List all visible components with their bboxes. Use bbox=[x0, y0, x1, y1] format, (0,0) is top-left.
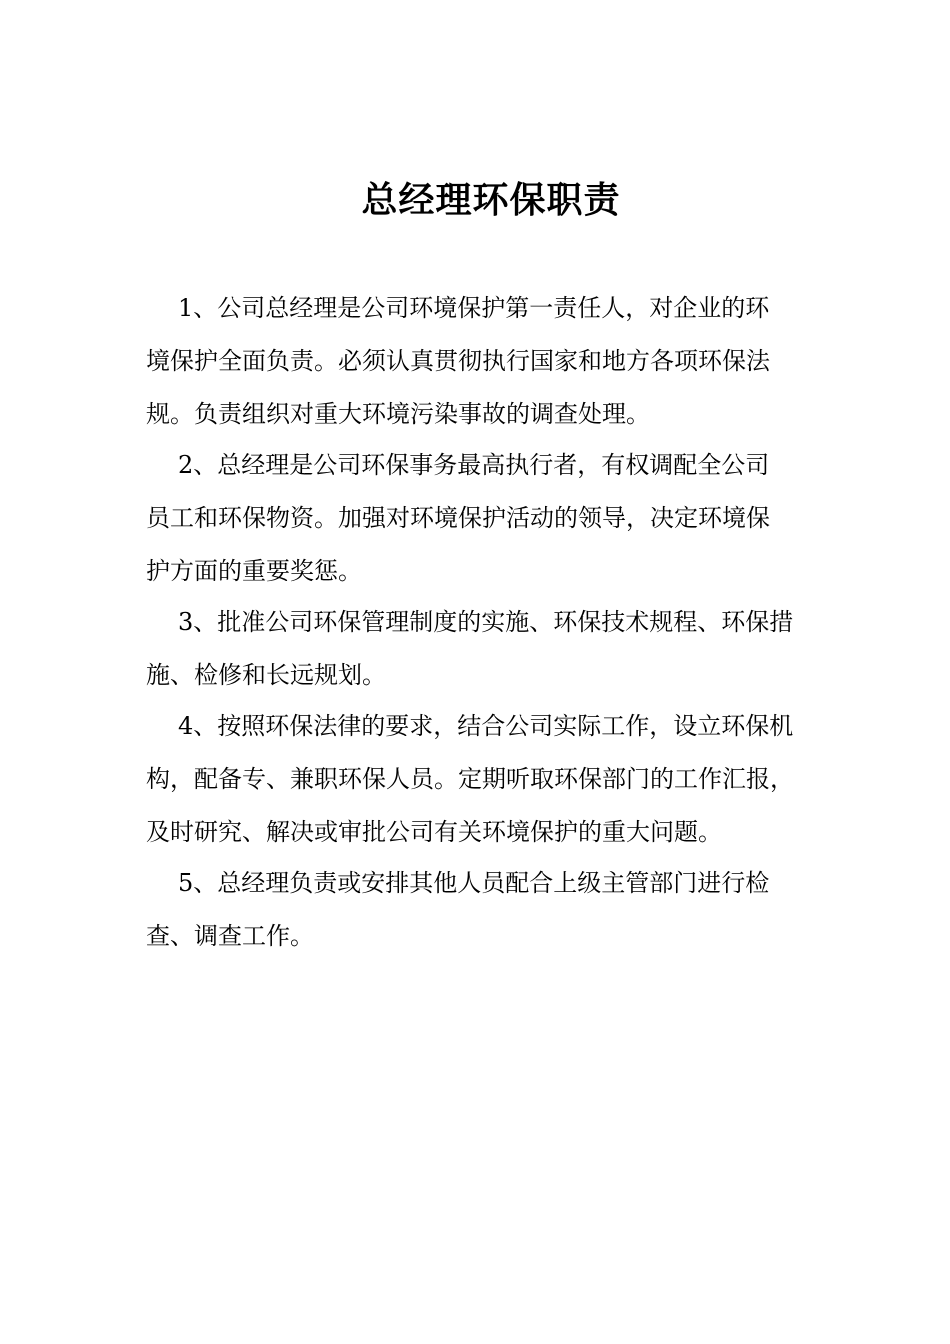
paragraph-line: 规。负责组织对重大环境污染事故的调查处理。 bbox=[146, 400, 650, 428]
paragraph-line: 境保护全面负责。必须认真贯彻执行国家和地方各项环保法 bbox=[146, 347, 770, 375]
paragraph-line: 4、按照环保法律的要求，结合公司实际工作，设立环保机 bbox=[178, 712, 794, 740]
paragraph-line: 5、总经理负责或安排其他人员配合上级主管部门进行检 bbox=[178, 869, 770, 897]
paragraph-4 bbox=[146, 700, 806, 859]
document-body bbox=[146, 282, 806, 961]
paragraph-line: 3、批准公司环保管理制度的实施、环保技术规程、环保措 bbox=[178, 608, 794, 636]
paragraph-line: 及时研究、解决或审批公司有关环境保护的重大问题。 bbox=[146, 818, 722, 846]
paragraph-line: 构，配备专、兼职环保人员。定期听取环保部门的工作汇报， bbox=[146, 765, 794, 793]
paragraph-line: 施、检修和长远规划。 bbox=[146, 661, 386, 689]
paragraph-3 bbox=[146, 596, 806, 702]
paragraph-line: 护方面的重要奖惩。 bbox=[146, 557, 362, 585]
paragraph-5 bbox=[146, 857, 806, 963]
paragraph-1 bbox=[146, 282, 806, 441]
paragraph-line: 2、总经理是公司环保事务最高执行者，有权调配全公司 bbox=[178, 451, 770, 479]
paragraph-line: 1、公司总经理是公司环境保护第一责任人，对企业的环 bbox=[178, 294, 770, 322]
document-title: 总经理环保职责 bbox=[361, 179, 621, 221]
paragraph-2 bbox=[146, 439, 806, 598]
paragraph-line: 员工和环保物资。加强对环境保护活动的领导，决定环境保 bbox=[146, 504, 770, 532]
paragraph-line: 查、调查工作。 bbox=[146, 922, 314, 950]
